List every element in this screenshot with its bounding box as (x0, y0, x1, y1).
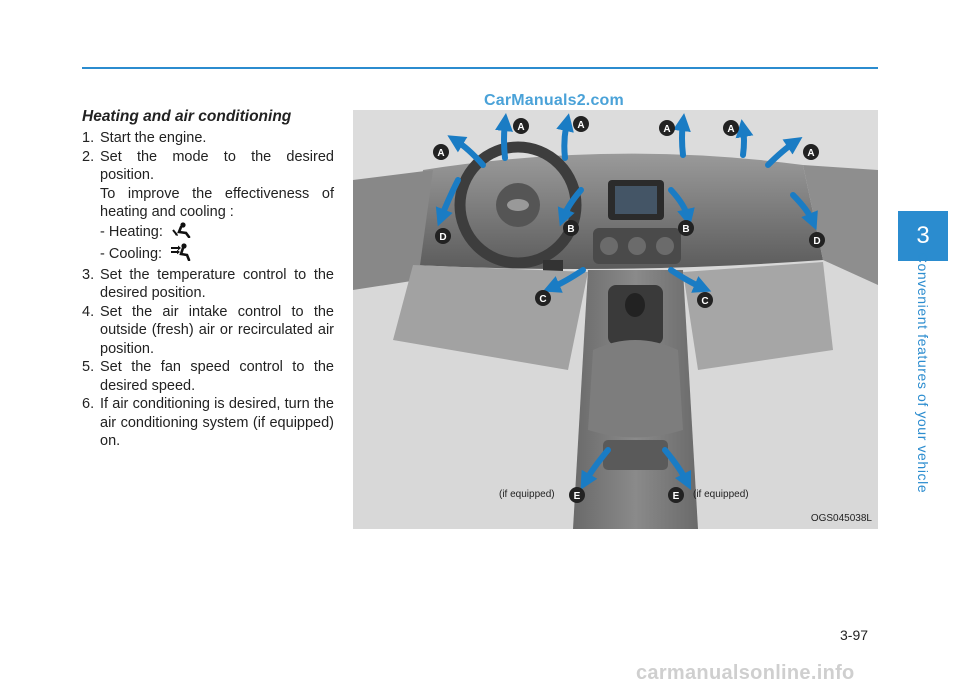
vent-badge-d (809, 232, 825, 248)
vent-badge-a (723, 120, 739, 136)
watermark-link[interactable]: CarManuals2.com (484, 92, 624, 109)
svg-text:A: A (807, 148, 815, 159)
vent-arrow-a4 (682, 122, 683, 155)
svg-text:B: B (567, 224, 575, 235)
svg-text:E: E (672, 491, 680, 502)
floor-vent-mode-icon (171, 222, 193, 244)
svg-text:A: A (663, 124, 671, 135)
vent-arrow-a3 (564, 122, 567, 158)
vent-badge-a (659, 120, 675, 136)
svg-text:E: E (573, 491, 581, 502)
vent-badge-b (563, 220, 579, 236)
if-equipped-right: (if equipped) (693, 489, 749, 500)
step-6: 6. If air conditioning is desired, turn the air conditioning system (if equipped) on. (82, 396, 334, 449)
section-title: Heating and air conditioning (82, 108, 292, 125)
dashboard-illustration (353, 110, 878, 529)
step-5: 5. Set the fan speed control to the desired speed. (82, 359, 334, 394)
vent-badge-a (433, 144, 449, 160)
vent-badge-e (569, 487, 585, 503)
figure-code: OGS045038L (810, 513, 872, 524)
step-4: 4. Set the air intake control to the outside (fresh) air or recirculated air position. (82, 303, 334, 357)
vent-badge-a (513, 118, 529, 134)
step-1: 1. Start the engine. (82, 130, 207, 146)
dashboard-vent-diagram (353, 110, 878, 529)
header-rule (82, 67, 878, 69)
svg-text:D: D (813, 236, 821, 247)
svg-text:D: D (439, 232, 447, 243)
cooling-mode-line (82, 244, 334, 266)
svg-text:C: C (539, 294, 547, 305)
vent-badge-c (697, 292, 713, 308)
step-3: 3. Set the temperature control to the desired position. (82, 266, 334, 301)
chapter-tab: 3 (898, 211, 948, 261)
vent-arrow-a5 (743, 128, 744, 155)
svg-text:A: A (517, 122, 525, 133)
svg-text:C: C (701, 296, 709, 307)
heating-label: - Heating: (100, 224, 163, 241)
vent-badge-a (803, 144, 819, 160)
face-vent-mode-icon (170, 243, 192, 267)
vent-badge-a (573, 116, 589, 132)
vent-badge-b (678, 220, 694, 236)
vent-badge-e (668, 487, 684, 503)
svg-text:B: B (682, 224, 690, 235)
effectiveness-tip: To improve the effectiveness of heating and cooling : (100, 185, 334, 220)
chapter-title: Convenient features of your vehicle (915, 252, 931, 494)
page-number: 3-97 (840, 627, 869, 643)
vent-arrow-a2 (504, 122, 505, 158)
cooling-label: - Cooling: (100, 246, 163, 263)
if-equipped-left: (if equipped) (499, 489, 555, 500)
vent-badge-c (535, 290, 551, 306)
svg-text:A: A (727, 124, 735, 135)
footer-watermark: carmanualsonline.info (636, 662, 855, 684)
svg-text:A: A (437, 148, 445, 159)
step-2: 2. Set the mode to the desired position. (82, 148, 334, 183)
vent-badge-d (435, 228, 451, 244)
instructions (82, 129, 334, 451)
svg-text:A: A (577, 120, 585, 131)
heating-mode-line (82, 222, 334, 244)
